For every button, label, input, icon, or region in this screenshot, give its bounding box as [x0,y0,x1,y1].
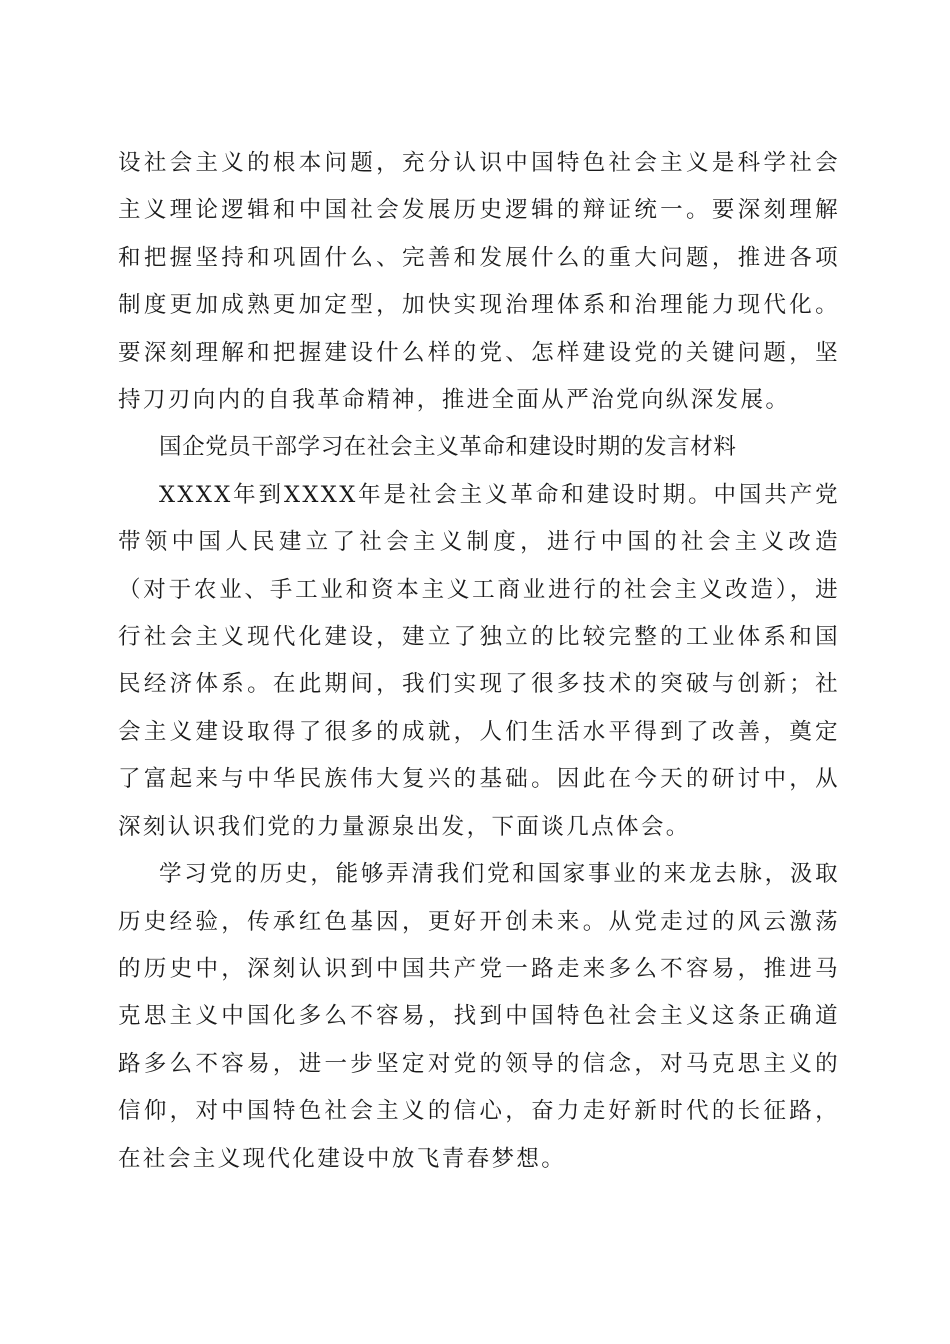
paragraph-intro: XXXX年到XXXX年是社会主义革命和建设时期。中国共产党带领中国人民建立了社会主义制度，进行中国的社会主义改造（对于农业、手工业和资本主义工商业进行的社会主义改造），进行社会主义现代化建设，建立了独立的比较完整的工业体系和国民经济体系。在此期间，我们实现了很多技术的突破与创新；社会主义建设取得了很多的成就，人们生活水平得到了改善，奠定了富起来与中华民族伟大复兴的基础。因此在今天的研讨中，从深刻认识我们党的力量源泉出发，下面谈几点体会。 [118,481,840,840]
paragraph-history: 学习党的历史，能够弄清我们党和国家事业的来龙去脉，汲取历史经验，传承红色基因，更好开创未来。从党走过的风云激荡的历史中，深刻认识到中国共产党一路走来多么不容易，推进马克思主义中国化多么不容易，找到中国特色社会主义这条正确道路多么不容易，进一步坚定对党的领导的信念，对马克思主义的信仰，对中国特色社会主义的信心，奋力走好新时代的长征路，在社会主义现代化建设中放飞青春梦想。 [118,861,840,1172]
document-title: 国企党员干部学习在社会主义革命和建设时期的发言材料 [159,434,737,461]
paragraph-continuation: 设社会主义的根本问题，充分认识中国特色社会主义是科学社会主义理论逻辑和中国社会发展历史逻辑的辩证统一。要深刻理解和把握坚持和巩固什么、完善和发展什么的重大问题，推进各项制度更加成熟更加定型，加快实现治理体系和治理能力现代化。要深刻理解和把握建设什么样的党、怎样建设党的关键问题，坚持刀刃向内的自我革命精神，推进全面从严治党向纵深发展。 [118,150,840,414]
document-page [118,140,840,1183]
